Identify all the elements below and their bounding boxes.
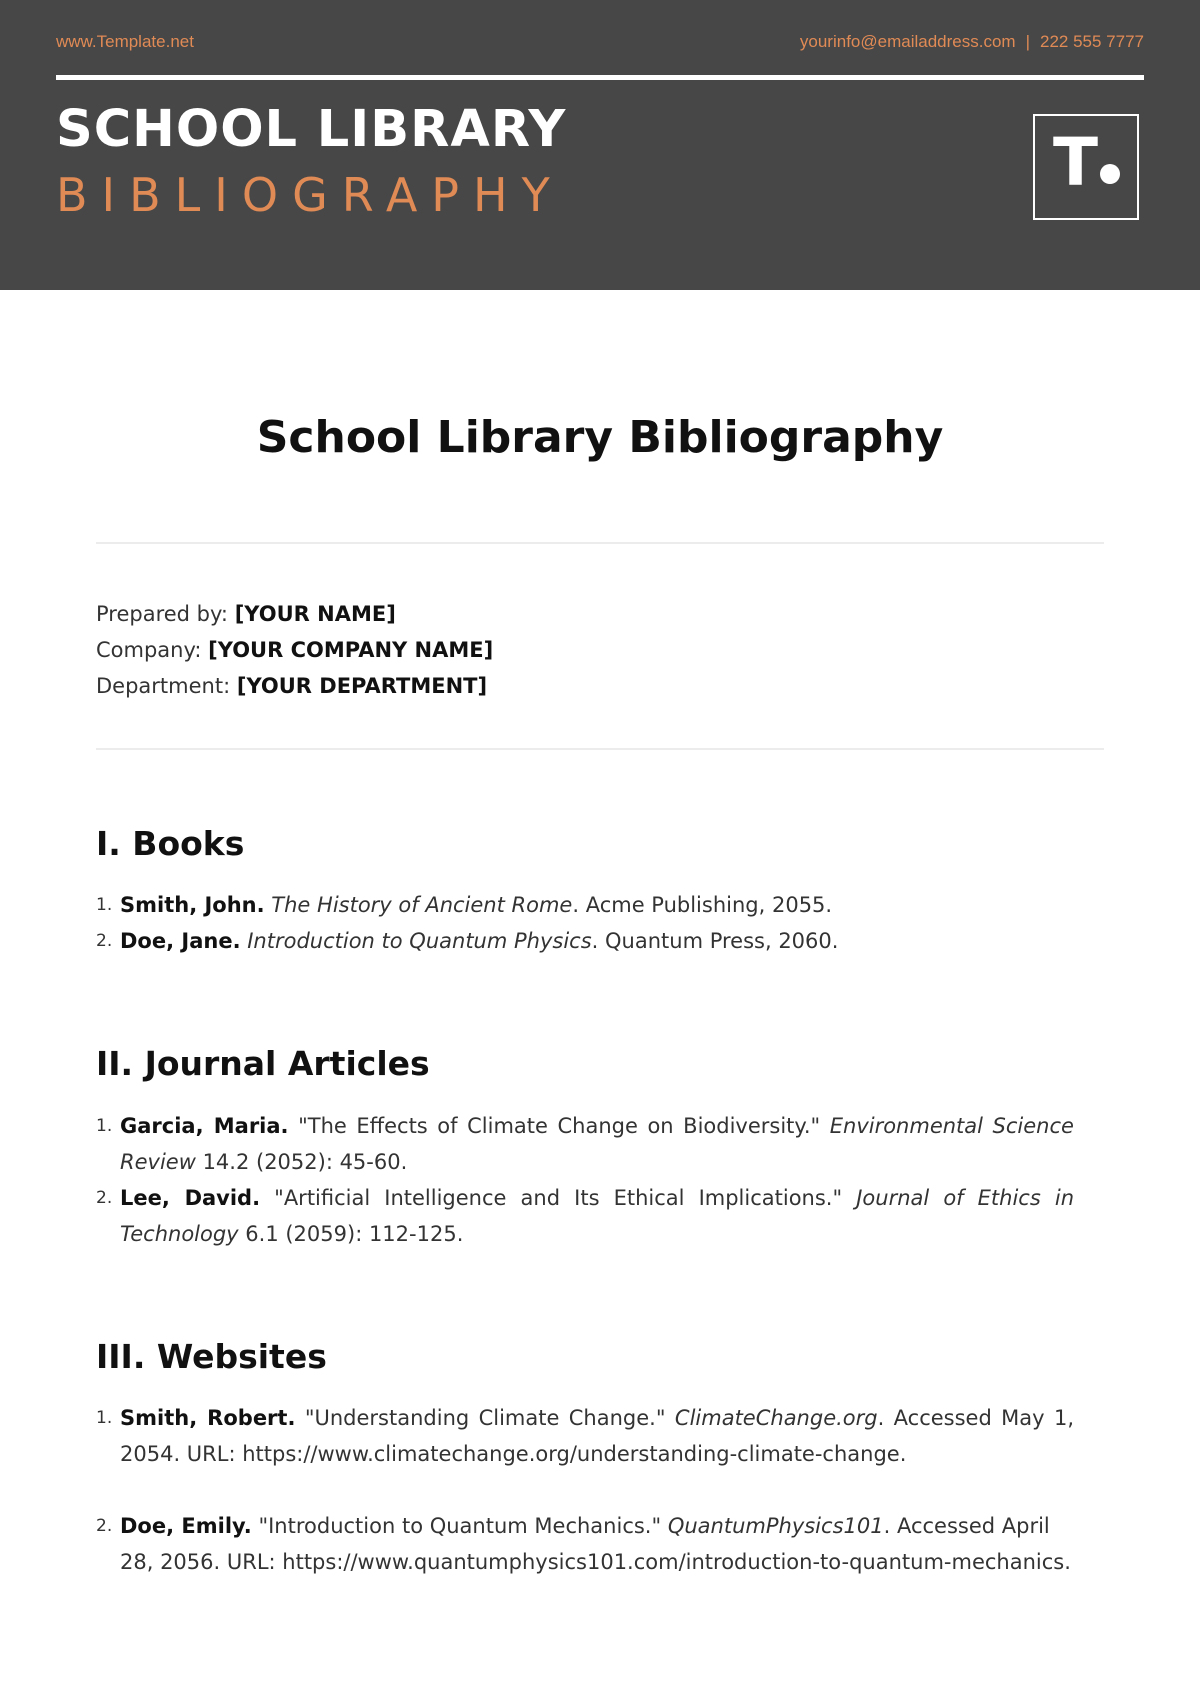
divider [96,542,1104,544]
list-item [96,887,1074,923]
citation-article: "Artificial Intelligence and Its Ethical Implications." [274,1186,843,1210]
citation-site: ClimateChange.org [674,1406,878,1430]
contact-separator: | [1025,32,1030,51]
prepared-by-label: Prepared by: [96,602,228,626]
prepared-by-row [96,596,493,632]
item-number: 2. [96,1516,113,1536]
website-link[interactable]: www.Template.net [56,32,194,51]
citation-details: . Quantum Press, 2060. [591,929,839,953]
document-meta [96,596,493,704]
item-number: 1. [96,1408,113,1428]
citation-article: "The Effects of Climate Change on Biodiversity." [298,1114,821,1138]
citation-details: 6.1 (2059): 112-125. [245,1222,464,1246]
section-heading-books: I. Books [96,824,245,863]
citation-author: Smith, John. [120,893,265,917]
section-heading-journals: II. Journal Articles [96,1044,430,1083]
citation-author: Doe, Emily. [120,1514,252,1538]
citation-details: . Accessed May 1, 2054. URL: https://www.climatechange.org/understanding-climate-change. [120,1406,1075,1466]
list-item [96,1180,1074,1252]
item-number: 2. [96,931,113,951]
logo-letter: T [1053,124,1099,201]
department-row [96,668,493,704]
citation-article: "Understanding Climate Change." [304,1406,666,1430]
books-list [96,887,1074,959]
page-title: School Library Bibliography [256,412,944,463]
banner-title-secondary: BIBLIOGRAPHY [56,168,564,222]
banner-title-primary: SCHOOL LIBRARY [56,100,567,159]
citation-author: Garcia, Maria. [120,1114,289,1138]
department-label: Department: [96,674,231,698]
citation-author: Smith, Robert. [120,1406,296,1430]
department-value: [YOUR DEPARTMENT] [236,674,488,698]
email-link[interactable]: yourinfo@emailaddress.com [799,32,1016,51]
list-item [96,1508,1074,1580]
citation-title: The History of Ancient Rome [271,893,573,917]
journals-list [96,1108,1074,1252]
citation-details: . Acme Publishing, 2055. [572,893,833,917]
company-row [96,632,493,668]
divider [96,748,1104,750]
citation-details: 14.2 (2052): 45-60. [202,1150,408,1174]
prepared-by-value: [YOUR NAME] [234,602,396,626]
item-number: 2. [96,1188,113,1208]
citation-journal: Journal of Ethics in Technology [120,1186,1074,1246]
contact-info [800,32,1144,52]
section-heading-websites: III. Websites [96,1337,327,1376]
header-banner [0,0,1200,290]
citation-site: QuantumPhysics101 [667,1514,884,1538]
citation-author: Lee, David. [120,1186,261,1210]
list-item [96,1108,1074,1180]
websites-list [96,1400,1074,1580]
citation-author: Doe, Jane. [120,929,241,953]
phone-number: 222 555 7777 [1040,32,1144,51]
item-number: 1. [96,1116,113,1136]
citation-journal: Environmental Science Review [120,1114,1074,1174]
header-divider [56,75,1144,80]
logo-dot-icon [1100,164,1120,184]
citation-details: . Accessed April 28, 2056. URL: https://www.quantumphysics101.com/introduction-to-quantum-mechanics. [120,1514,1071,1574]
item-number: 1. [96,895,113,915]
list-item [96,923,1074,959]
citation-article: "Introduction to Quantum Mechanics." [258,1514,662,1538]
brand-logo [1033,114,1139,220]
company-label: Company: [96,638,202,662]
company-value: [YOUR COMPANY NAME] [208,638,494,662]
list-item [96,1400,1074,1472]
citation-title: Introduction to Quantum Physics [247,929,592,953]
